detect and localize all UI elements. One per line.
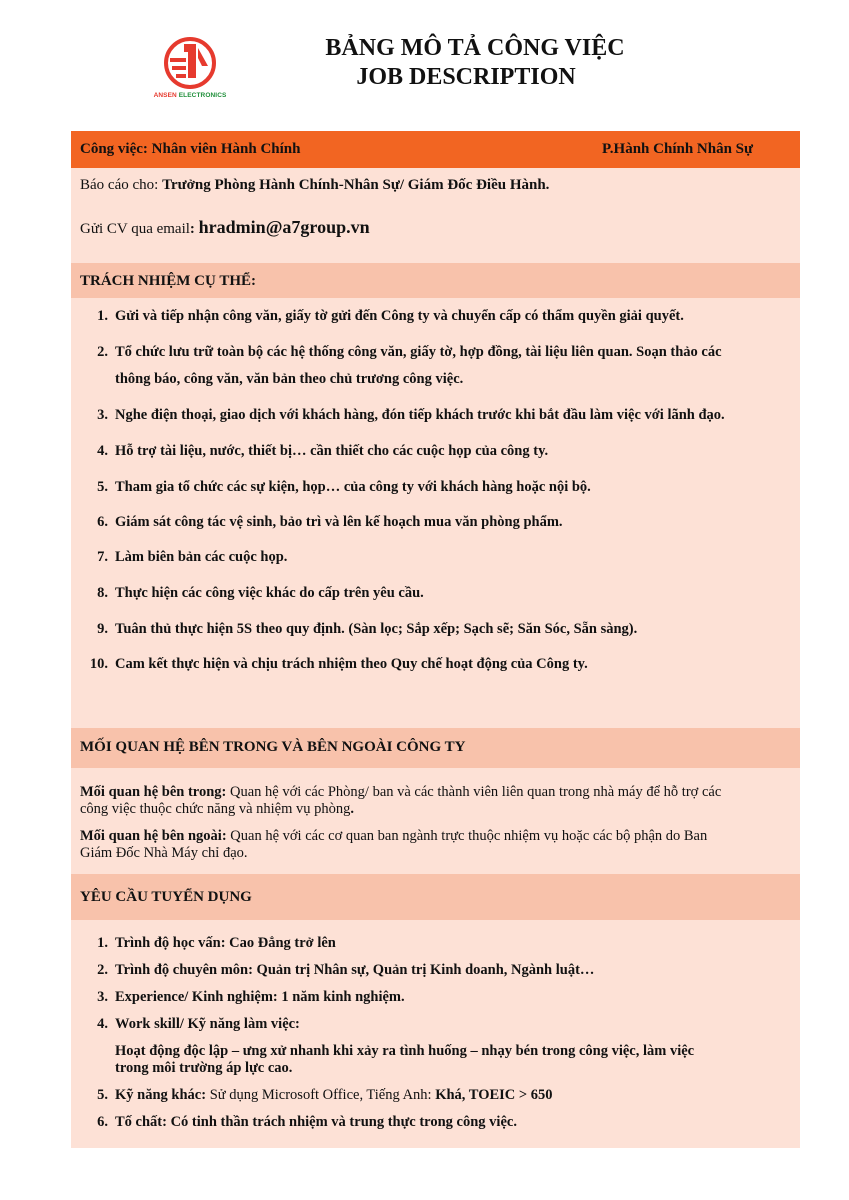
item-number: 3. [97,407,108,423]
item-number: 7. [97,549,108,565]
ansen-logo-icon [162,36,218,90]
external-relation-line-2 [80,845,780,862]
item-text: Work skill/ Kỹ năng làm việc: [115,1016,300,1032]
item-text: Tham gia tổ chức các sự kiện, họp… của công ty với khách hàng hoặc nội bộ. [115,479,591,495]
skill-plain: Sử dụng Microsoft Office, Tiếng Anh: [206,1087,436,1103]
section-heading-requirements [71,874,800,920]
item-text: thông báo, công văn, văn bản theo chủ trương công việc. [115,371,464,387]
job-title: Công việc: Nhân viên Hành Chính [80,141,301,157]
item-text: Hoạt động độc lập – ưng xử nhanh khi xảy ra tình huống – nhạy bén trong công việc, làm việc [115,1043,695,1059]
item-text: Trình độ chuyên môn: Quản trị Nhân sự, Quản trị Kinh doanh, Ngành luật… [115,962,595,978]
internal-relation-text-2: công việc thuộc chức năng và nhiệm vụ phòng [80,801,351,817]
external-relation-text-2: Giám Đốc Nhà Máy chỉ đạo. [80,845,248,861]
internal-relation-line-1 [80,784,780,801]
skill-level: Khá, TOEIC > 650 [435,1087,553,1103]
external-relation-line-1 [80,828,780,845]
report-to-line [80,177,549,194]
internal-relation-end: . [350,801,355,817]
item-text: Hỗ trợ tài liệu, nước, thiết bị… cần thiết cho các cuộc họp của công ty. [115,443,549,459]
item-text: Giám sát công tác vệ sinh, bảo trì và lên kế hoạch mua văn phòng phẩm. [115,514,563,530]
external-relation-text: Quan hệ với các cơ quan ban ngành trực thuộc nhiệm vụ hoặc các bộ phận do Ban [226,828,708,844]
internal-relation-label: Mối quan hệ bên trong: [80,784,227,800]
job-header-bar [71,131,800,168]
logo-text-ansen: ANSEN [153,92,177,99]
requirements-list [71,920,800,1148]
item-number: 1. [97,308,108,324]
item-text: Làm biên bản các cuộc họp. [115,549,288,565]
item-text: Tổ chức lưu trữ toàn bộ các hệ thống công văn, giấy tờ, hợp đồng, tài liệu liên quan. Soạn thảo các [115,344,722,360]
logo-wordmark [142,92,238,99]
report-section [71,168,800,263]
department-name: P.Hành Chính Nhân Sự [602,141,754,157]
item-number: 8. [97,585,108,601]
item-text: Nghe điện thoại, giao dịch với khách hàng, đón tiếp khách trước khi bắt đầu làm việc với lãnh đạo. [115,407,725,423]
item-number: 2. [97,962,108,978]
cv-colon: : [189,221,199,237]
item-number: 2. [97,344,108,360]
report-to-value: Trưởng Phòng Hành Chính-Nhân Sự/ Giám Đốc Điều Hành. [162,177,550,193]
relations-section [71,768,800,874]
item-number: 1. [97,935,108,951]
item-text [115,1087,553,1104]
item-number: 5. [97,1087,108,1103]
requirements-heading: YÊU CẦU TUYỂN DỤNG [80,889,252,905]
item-text: Trình độ học vấn: Cao Đẳng trở lên [115,935,336,951]
item-text: Tuân thủ thực hiện 5S theo quy định. (Sàn lọc; Sắp xếp; Sạch sẽ; Săn Sóc, Sẵn sàng). [115,621,638,637]
skill-label: Kỹ năng khác: [115,1087,207,1103]
item-text: Experience/ Kinh nghiệm: 1 năm kinh nghiệm. [115,989,405,1005]
section-heading-relations [71,728,800,768]
logo-text-electronics: ELECTRONICS [178,92,227,99]
title-english: JOB DESCRIPTION [356,64,576,90]
cv-email-line [80,217,370,238]
cv-email[interactable]: hradmin@a7group.vn [198,217,370,237]
item-text: Thực hiện các công việc khác do cấp trên yêu cầu. [115,585,424,601]
item-number: 4. [97,443,108,459]
item-number: 4. [97,1016,108,1032]
internal-relation-text: Quan hệ với các Phòng/ ban và các thành viên liên quan trong nhà máy để hỗ trợ các [226,784,722,800]
relations-heading: MỐI QUAN HỆ BÊN TRONG VÀ BÊN NGOÀI CÔNG TY [80,739,466,755]
item-number: 3. [97,989,108,1005]
item-number: 6. [97,1114,108,1130]
item-number: 5. [97,479,108,495]
report-to-label: Báo cáo cho: [80,177,163,193]
item-number: 9. [97,621,108,637]
item-number: 6. [97,514,108,530]
item-text: trong môi trường áp lực cao. [115,1060,293,1076]
duties-heading: TRÁCH NHIỆM CỤ THỂ: [80,273,256,289]
cv-label: Gửi CV qua email [80,221,190,237]
company-logo [142,36,238,106]
item-number: 10. [89,656,108,672]
item-text: Cam kết thực hiện và chịu trách nhiệm theo Quy chế hoạt động của Công ty. [115,656,588,672]
document-title [300,34,650,92]
section-heading-duties [71,263,800,298]
internal-relation-line-2 [80,801,780,818]
duties-list [71,298,800,728]
title-vietnamese: BẢNG MÔ TẢ CÔNG VIỆC [325,35,625,61]
item-text: Gửi và tiếp nhận công văn, giấy tờ gửi đến Công ty và chuyển cấp có thẩm quyền giải quyết. [115,308,684,324]
item-text: Tố chất: Có tinh thần trách nhiệm và trung thực trong công việc. [115,1114,517,1130]
external-relation-label: Mối quan hệ bên ngoài: [80,828,227,844]
